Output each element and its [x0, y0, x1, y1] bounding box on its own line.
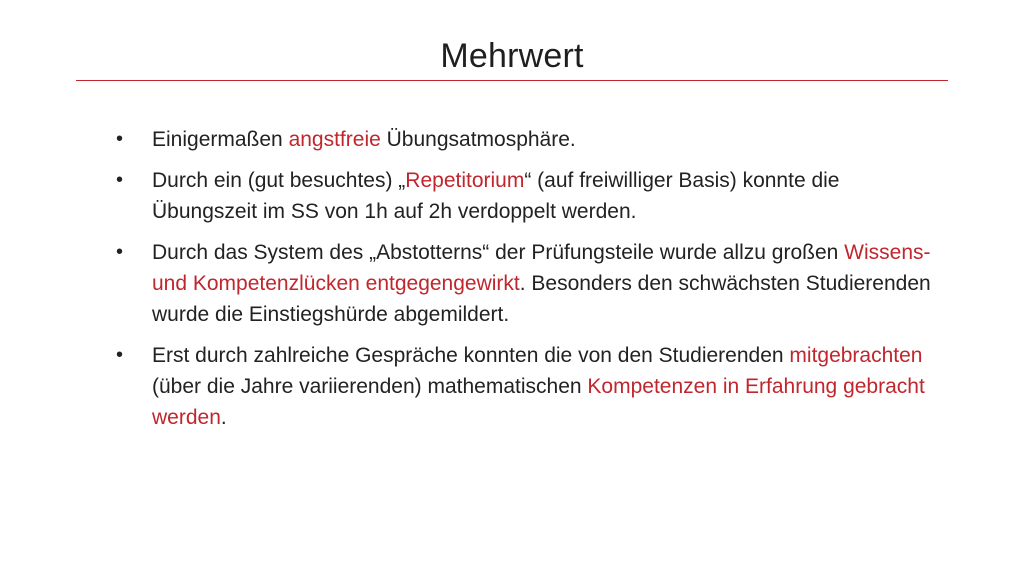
bullet-marker: • [116, 344, 124, 366]
bullet-text: Einigermaßen [152, 128, 289, 151]
highlighted-text: Wissens- und Kompetenzlücken entgegengewirkt [152, 241, 931, 295]
bullet-list [114, 124, 944, 443]
bullet-text: “ (auf freiwilliger Basis) konnte die Übungszeit im SS von 1h auf 2h verdoppelt werden. [152, 169, 840, 223]
bullet-item-4 [114, 340, 944, 433]
bullet-text: (über die Jahre variierenden) mathematischen [152, 375, 588, 398]
bullet-item-1 [114, 124, 944, 155]
bullet-marker: • [116, 169, 124, 191]
highlighted-text: angstfreie [288, 128, 381, 151]
bullet-text: Erst durch zahlreiche Gespräche konnten die von den Studierenden [152, 344, 790, 367]
title-divider [76, 80, 948, 81]
highlighted-text: Kompetenzen in Erfahrung gebracht werden [152, 375, 925, 429]
bullet-item-2 [114, 165, 944, 227]
bullet-marker: • [116, 241, 124, 263]
highlighted-text: mitgebrachten [789, 344, 923, 367]
bullet-item-3 [114, 237, 944, 330]
bullet-text: Übungsatmosphäre. [380, 128, 576, 151]
bullet-marker: • [116, 128, 124, 150]
highlighted-text: Repetitorium [405, 169, 525, 192]
bullet-text: Durch ein (gut besuchtes) „ [152, 169, 406, 192]
bullet-text: . [220, 406, 227, 429]
bullet-text: Durch das System des „Abstotterns“ der Prüfungsteile wurde allzu großen [152, 241, 845, 264]
bullet-text: . Besonders den schwächsten Studierenden wurde die Einstiegshürde abgemildert. [152, 272, 931, 326]
slide-title: Mehrwert [440, 37, 584, 75]
